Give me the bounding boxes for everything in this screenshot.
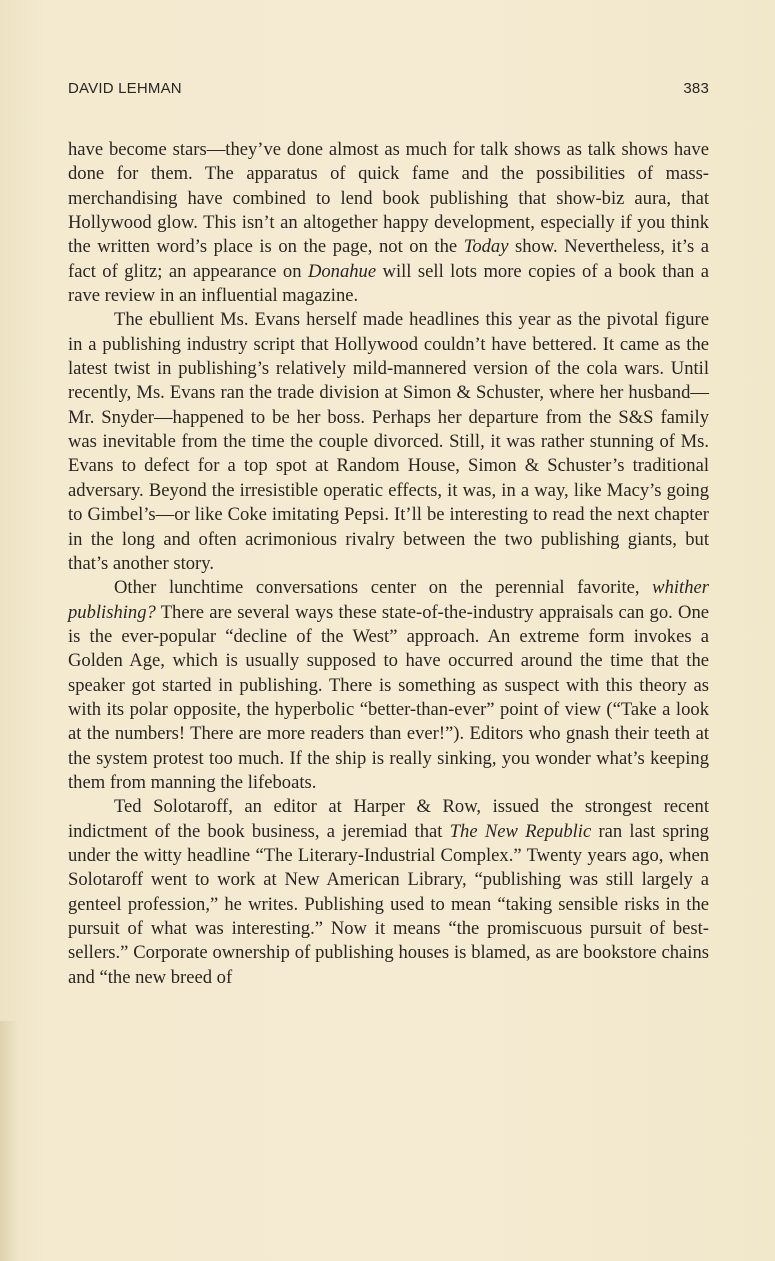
- text-run: show. Nevertheless, it’s a fact of glitz; an appearance on: [68, 236, 709, 282]
- body-text: [68, 138, 709, 990]
- paragraph-4: [68, 795, 709, 990]
- page-edge-shadow: [0, 1021, 18, 1261]
- italic-title-new-republic: The New Republic: [449, 820, 592, 842]
- page-number: 383: [683, 80, 709, 97]
- text-run: There are several ways these state-of-the-industry appraisals can go. One is the ever-popular “decline of the West” approach. An extreme form invokes a Golden Age, which is usually supposed to have occurred around the time that the speaker got started in publishing. There is something as suspect with this theory as with its polar opposite, the hyperbolic “better-than-ever” point of view (“Take a look at the numbers! There are more readers than ever!”). Editors who gnash their teeth at the system protest too much. If the ship is really sinking, you wonder what’s keeping them from manning the lifeboats.: [68, 601, 709, 793]
- paragraph-1: [68, 138, 709, 308]
- paragraph-2: [68, 308, 709, 576]
- italic-title-donahue: Donahue: [307, 260, 377, 282]
- italic-title-today: Today: [463, 236, 509, 258]
- text-run: have become stars—they’ve done almost as much for talk shows as talk shows have done for them. The apparatus of quick fame and the possibilities of mass-merchandising have combined to lend book publishing that show-biz aura, that Hollywood glow. This isn’t an altogether happy development, especially if you think the written word’s place is on the page, not on the: [68, 139, 709, 258]
- italic-phrase-whither-publishing: whither publishing?: [68, 577, 709, 623]
- text-run: The ebullient Ms. Evans herself made headlines this year as the pivotal figure in a publishing industry script that Hollywood couldn’t have bettered. It came as the latest twist in publishing’s relatively mild-mannered version of the cola wars. Until recently, Ms. Evans ran the trade division at Simon & Schuster, where her husband— Mr. Snyder—happened to be her boss. Perhaps her departure from the S&S family was inevitable from the time the couple divorced. Still, it was rather stunning of Ms. Evans to defect for a top spot at Random House, Simon & Schuster’s traditional adversary. Beyond the irresistible operatic effects, it was, in a way, like Macy’s going to Gimbel’s—or like Coke imitating Pepsi. It’ll be interesting to read the next chapter in the long and often acrimonious rivalry between the two publishing giants, but that’s another story.: [68, 309, 709, 574]
- text-run: ran last spring under the witty headline “The Literary-Industrial Complex.” Twenty years ago, when Solotaroff went to work at New American Library, “publishing was still largely a genteel profession,” he writes. Publishing used to mean “taking sensible risks in the pursuit of what was interesting.” Now it means “the promiscuous pursuit of best-sellers.” Corporate ownership of publishing houses is blamed, as are bookstore chains and “the new breed of: [68, 820, 709, 988]
- text-run: will sell lots more copies of a book than a rave review in an influential magazine.: [68, 260, 709, 307]
- running-head-author: DAVID LEHMAN: [68, 80, 182, 97]
- running-head: [68, 80, 709, 100]
- paragraph-3: [68, 576, 709, 795]
- text-run: Ted Solotaroff, an editor at Harper & Row, issued the strongest recent indictment of the book business, a jeremiad that: [68, 796, 709, 842]
- text-run: Other lunchtime conversations center on the perennial favorite,: [114, 577, 653, 599]
